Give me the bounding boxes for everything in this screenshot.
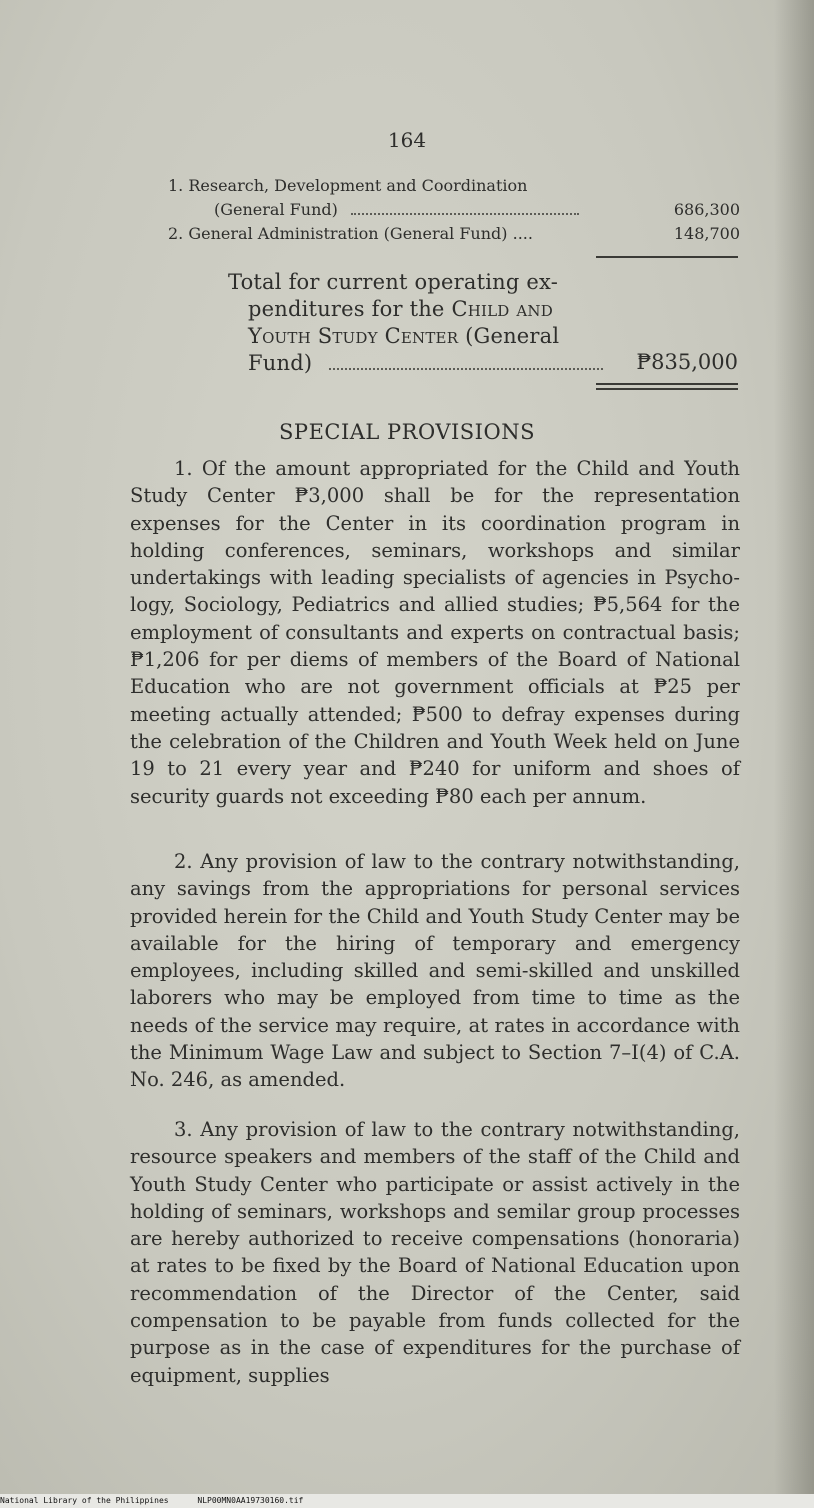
provision-2-text: 2. Any provision of law to the contrary notwithstanding, any savings from the appropriations for personal services provided herein for the Child and Youth Study Center may be available for the hiring of temporary and emergency employees, including skilled and semi-skilled and unskilled laborers who may be employed from time to time as the needs of the service may require, at rates in accordance with the Minimum Wage Law and subject to Section 7–I(4) of C.A. No. 246, as amended. <box>130 850 740 1092</box>
footer-file-id: NLP00MN0AA19730160.tif <box>197 1496 304 1505</box>
total-line-2-text: penditures for the <box>248 297 452 321</box>
budget-item-2-title: 2. General Administration (General Fund) .... <box>168 224 533 243</box>
section-title: SPECIAL PROVISIONS <box>279 420 535 444</box>
total-line-3-smallcaps: Youth Study Center <box>248 324 459 348</box>
scan-footer <box>0 1494 814 1508</box>
total-double-rule-bottom <box>596 388 738 390</box>
total-line-1: Total for current operating ex- <box>228 270 558 294</box>
total-line-3 <box>248 324 559 348</box>
budget-item-1-amount: 686,300 <box>673 200 740 219</box>
budget-item-1-fund-label: (General Fund) <box>214 200 338 219</box>
total-amount: ₱835,000 <box>636 350 738 374</box>
total-double-rule-top <box>596 383 738 385</box>
leader-dots <box>329 360 603 370</box>
total-line-2-smallcaps: Child and <box>451 297 553 321</box>
budget-item-1-fund <box>214 200 579 219</box>
total-line-3-text: (General <box>458 324 560 348</box>
subtotal-rule <box>596 256 738 258</box>
total-line-2 <box>248 297 553 321</box>
page-edge-shadow <box>774 0 814 1508</box>
footer-library-name: National Library of the Philippines <box>0 1496 169 1505</box>
provision-3-text: 3. Any provision of law to the contrary notwithstanding, resource speakers and members of the staff of the Child and Youth Study Center who participate or assist actively in the holding of seminars, workshops and semilar group processes are hereby authorized to receive compensations (honoraria) at rates to be fixed by the Board of National Education upon recommendation of the Director of the Center, said compensation to be payable from funds collected for the purpose as in the case of expenditures for the purchase of equipment, supplies <box>130 1118 740 1387</box>
provision-paragraph-2 <box>130 848 740 1094</box>
leader-dots <box>351 205 579 215</box>
budget-item-2-amount: 148,700 <box>673 224 740 243</box>
total-line-4-text: Fund) <box>248 351 313 375</box>
page-number: 164 <box>387 128 427 152</box>
budget-item-1-title: 1. Research, Development and Coordination <box>168 176 528 195</box>
provision-paragraph-1 <box>130 455 740 810</box>
provision-paragraph-3 <box>130 1116 740 1389</box>
total-line-4 <box>248 351 603 375</box>
provision-1-text: 1. Of the amount appropriated for the Child and Youth Study Center ₱3,000 shall be for the representation expenses for the Center in its coordination program in holding conferences, seminars, workshops and similar undertakings with leading specialists of agencies in Psychology, Sociology, Pediatrics and allied studies; ₱5,564 for the employment of consultants and experts on contractual basis; ₱1,206 for per diems of members of the Board of National Education who are not government officials at ₱25 per meeting actually attended; ₱500 to defray expenses during the celebration of the Children and Youth Week held on June 19 to 21 every year and ₱240 for uniform and shoes of security guards not exceeding ₱80 each per annum. <box>130 457 740 808</box>
